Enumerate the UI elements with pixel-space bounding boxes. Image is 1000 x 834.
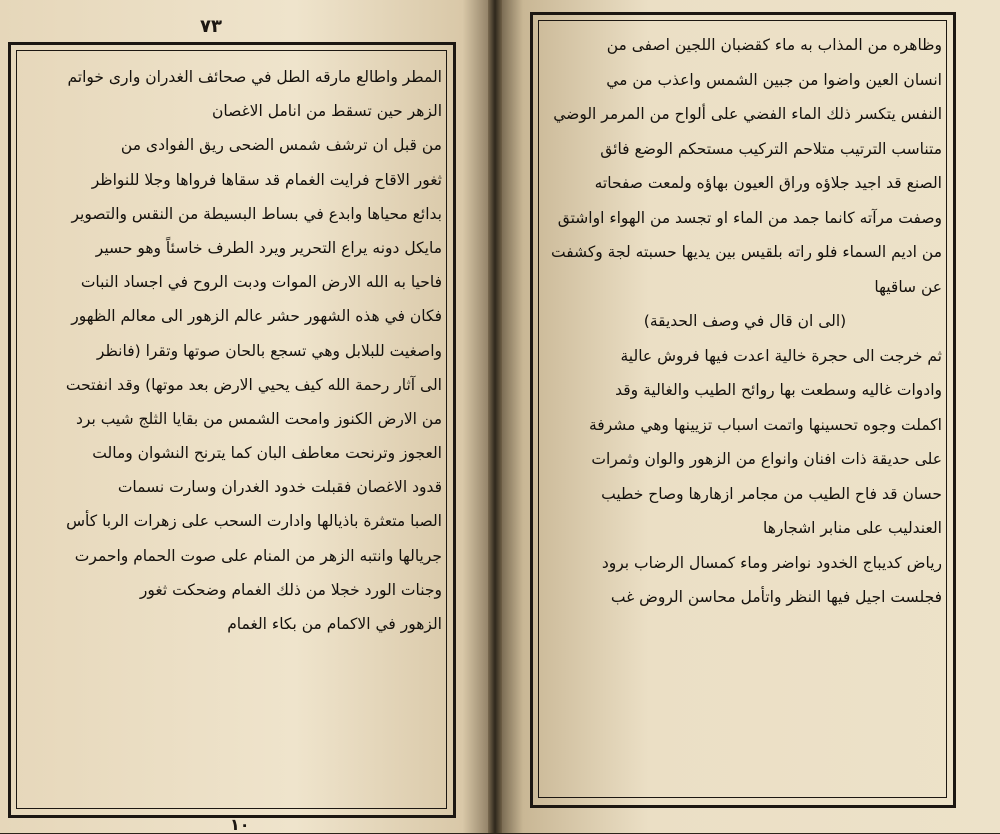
text-line: متناسب الترتيب متلاحم التركيب مستحكم الوضع فائق bbox=[600, 139, 942, 158]
text-line: انسان العين واضوا من جبين الشمس واعذب من مي bbox=[606, 70, 942, 89]
text-line: جريالها وانتبه الزهر من المنام على صوت الحمام واحمرت bbox=[74, 546, 442, 565]
text-line: وظاهره من المذاب به ماء كقضبان اللجين اصفى من bbox=[606, 36, 942, 54]
text-line: من اديم السماء فلو راته بلقيس بين يديها حسبته لجة وكشفت bbox=[550, 243, 942, 261]
text-line: فاحيا به الله الارض الموات ودبت الروح في اجساد النبات bbox=[80, 273, 442, 292]
text-line: وجنات الورد خجلا من ذلك الغمام وضحكت ثغور bbox=[139, 580, 442, 599]
text-line: من قبل ان ترشف شمس الضحى ريق الفوادى من bbox=[120, 136, 442, 155]
text-line: الصبا متعثرة باذيالها وادارت السحب على زهرات الربا كأس bbox=[66, 512, 442, 531]
text-line: واصغيت للبلابل وهي تسجع بالحان صوتها وتقرا (فانظر bbox=[96, 341, 442, 360]
book-gutter bbox=[488, 0, 502, 833]
text-line: مايكل دونه يراع التحرير ويرد الطرف خاسئاً وهو حسير bbox=[95, 238, 442, 257]
right-page-text bbox=[548, 28, 942, 615]
left-page-text bbox=[26, 60, 442, 641]
text-line: بدائع محياها وابدع في بساط البسيطة من النقس والتصوير bbox=[71, 204, 442, 223]
text-line: العندليب على منابر اشجارها bbox=[763, 519, 942, 537]
text-line: النفس يتكسر ذلك الماء الفضي على ألواح من المرمر الوضي bbox=[553, 105, 942, 123]
text-line: قدود الاغصان فقبلت خدود الغدران وسارت نسمات bbox=[117, 478, 442, 497]
text-line: من الارض الكنوز وامحت الشمس من بقايا الثلج شيب برد bbox=[76, 409, 442, 428]
text-line: الزهور في الاكمام من بكاء الغمام bbox=[227, 615, 442, 633]
text-line: الصنع قد اجيد جلاؤه وراق العيون بهاؤه ولمعت صفحاته bbox=[594, 174, 942, 192]
text-line: وادوات غاليه وسطعت بها روائح الطيب والغالية وقد bbox=[615, 381, 942, 399]
page-number: ٧٣ bbox=[200, 16, 222, 37]
text-line: وصفت مرآته كانما جمد من الماء او تجسد من الهواء اواشتق bbox=[557, 208, 942, 227]
text-line: المطر واطالع مارقه الطل في صحائف الغدران وارى خواتم bbox=[67, 68, 442, 86]
section-heading: (الى ان قال في وصف الحديقة) bbox=[643, 312, 847, 330]
text-line: فكان في هذه الشهور حشر عالم الزهور الى معالم الظهور bbox=[71, 307, 442, 326]
text-line: ثغور الاقاح فرايت الغمام قد سقاها فرواها وجلا للنواظر bbox=[91, 170, 442, 189]
bottom-page-number: ١٠ bbox=[230, 815, 250, 834]
text-line: اكملت وجوه تحسينها واتمت اسباب تزيينها وهي مشرفة bbox=[588, 415, 942, 434]
text-line: العجوز وترنحت معاطف البان كما يترنح النشوان ومالت bbox=[92, 444, 442, 463]
verse-line: رياض كديباج الخدود نواضر وماء كمسال الرضاب برود bbox=[601, 553, 942, 572]
text-line: الزهر حين تسقط من انامل الاغصان bbox=[212, 102, 442, 121]
text-line: الى آثار رحمة الله كيف يحيي الارض بعد موتها) وقد انفتحت bbox=[65, 375, 442, 394]
text-line: فجلست اجيل فيها النظر واتأمل محاسن الروض غب bbox=[610, 588, 942, 606]
text-line: عن ساقيها bbox=[874, 277, 942, 296]
text-line: على حديقة ذات افنان وانواع من الزهور والوان وثمرات bbox=[591, 450, 942, 468]
text-line: ثم خرجت الى حجرة خالية اعدت فيها فروش عالية bbox=[620, 346, 942, 365]
text-line: حسان قد فاح الطيب من مجامر ازهارها وصاح خطيب bbox=[601, 484, 942, 503]
